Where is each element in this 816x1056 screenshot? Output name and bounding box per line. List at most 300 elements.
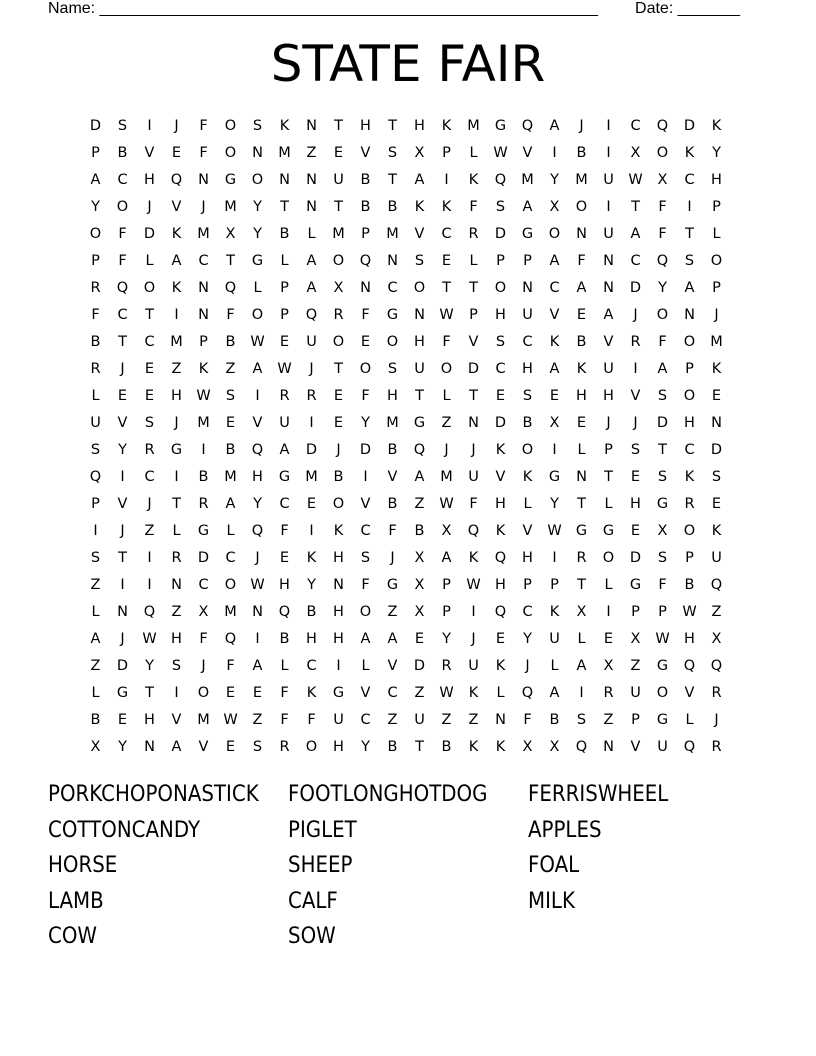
grid-cell[interactable]: Y <box>145 658 154 674</box>
grid-cell[interactable]: J <box>201 199 206 215</box>
grid-cell[interactable]: K <box>549 604 560 620</box>
grid-cell[interactable]: Z <box>468 712 479 728</box>
grid-cell[interactable]: A <box>252 658 263 674</box>
grid-cell[interactable]: X <box>711 631 722 647</box>
grid-cell[interactable]: U <box>522 307 533 323</box>
grid-cell[interactable]: S <box>630 442 641 458</box>
grid-cell[interactable]: J <box>255 550 260 566</box>
grid-cell[interactable]: C <box>630 253 641 269</box>
grid-cell[interactable]: B <box>684 577 695 593</box>
grid-cell[interactable]: T <box>388 118 397 134</box>
grid-cell[interactable]: N <box>306 118 317 134</box>
grid-cell[interactable]: E <box>360 334 371 350</box>
grid-cell[interactable]: Q <box>251 523 264 539</box>
grid-cell[interactable]: O <box>197 685 210 701</box>
grid-cell[interactable]: D <box>710 442 723 458</box>
grid-cell[interactable]: N <box>414 307 425 323</box>
grid-cell[interactable]: W <box>628 172 643 188</box>
grid-cell[interactable]: H <box>522 361 533 377</box>
grid-cell[interactable]: O <box>143 280 156 296</box>
grid-cell[interactable]: C <box>630 118 641 134</box>
grid-cell[interactable]: Y <box>523 631 532 647</box>
grid-cell[interactable]: P <box>280 307 289 323</box>
grid-cell[interactable]: F <box>658 577 667 593</box>
grid-cell[interactable]: A <box>414 469 425 485</box>
grid-cell[interactable]: M <box>224 199 237 215</box>
grid-cell[interactable]: Y <box>253 226 262 242</box>
grid-cell[interactable]: Q <box>521 118 534 134</box>
grid-cell[interactable]: Q <box>683 739 696 755</box>
grid-cell[interactable]: A <box>90 172 101 188</box>
grid-cell[interactable]: V <box>171 199 182 215</box>
grid-cell[interactable]: S <box>252 118 263 134</box>
grid-cell[interactable]: G <box>575 523 588 539</box>
grid-cell[interactable]: E <box>441 253 452 269</box>
grid-cell[interactable]: I <box>309 415 314 431</box>
grid-cell[interactable]: A <box>576 658 587 674</box>
grid-cell[interactable]: R <box>468 226 479 242</box>
grid-cell[interactable]: E <box>603 631 614 647</box>
grid-cell[interactable]: Z <box>414 496 425 512</box>
grid-cell[interactable]: O <box>413 280 426 296</box>
grid-cell[interactable]: I <box>174 307 179 323</box>
grid-cell[interactable]: C <box>684 442 695 458</box>
grid-cell[interactable]: S <box>522 388 533 404</box>
grid-cell[interactable]: B <box>387 496 398 512</box>
grid-cell[interactable]: H <box>252 469 263 485</box>
grid-cell[interactable]: W <box>655 631 670 647</box>
grid-cell[interactable]: A <box>549 253 560 269</box>
grid-cell[interactable]: P <box>712 280 721 296</box>
grid-cell[interactable]: N <box>144 739 155 755</box>
grid-cell[interactable]: P <box>280 280 289 296</box>
grid-cell[interactable]: K <box>279 118 290 134</box>
grid-cell[interactable]: I <box>309 523 314 539</box>
grid-cell[interactable]: Q <box>413 442 426 458</box>
grid-cell[interactable]: S <box>360 550 371 566</box>
grid-cell[interactable]: G <box>251 253 264 269</box>
grid-cell[interactable]: U <box>333 172 344 188</box>
grid-cell[interactable]: B <box>414 523 425 539</box>
grid-cell[interactable]: L <box>280 658 289 674</box>
grid-cell[interactable]: H <box>306 631 317 647</box>
grid-cell[interactable]: F <box>658 199 667 215</box>
grid-cell[interactable]: G <box>494 118 507 134</box>
grid-cell[interactable]: I <box>363 469 368 485</box>
grid-cell[interactable]: R <box>711 739 722 755</box>
grid-cell[interactable]: W <box>142 631 157 647</box>
grid-cell[interactable]: E <box>144 388 155 404</box>
grid-cell[interactable]: A <box>549 361 560 377</box>
grid-cell[interactable]: Z <box>144 523 155 539</box>
grid-cell[interactable]: H <box>414 118 425 134</box>
grid-cell[interactable]: A <box>576 280 587 296</box>
grid-cell[interactable]: N <box>576 226 587 242</box>
grid-cell[interactable]: F <box>442 334 451 350</box>
grid-cell[interactable]: O <box>224 145 237 161</box>
grid-cell[interactable]: X <box>414 577 425 593</box>
grid-cell[interactable]: N <box>603 253 614 269</box>
grid-cell[interactable]: Q <box>278 604 291 620</box>
grid-cell[interactable]: A <box>603 307 614 323</box>
grid-cell[interactable]: S <box>225 388 236 404</box>
grid-cell[interactable]: J <box>471 442 476 458</box>
grid-cell[interactable]: R <box>333 307 344 323</box>
grid-cell[interactable]: J <box>714 712 719 728</box>
grid-cell[interactable]: G <box>224 172 237 188</box>
grid-cell[interactable]: H <box>522 550 533 566</box>
grid-cell[interactable]: O <box>224 577 237 593</box>
grid-cell[interactable]: Q <box>305 307 318 323</box>
grid-cell[interactable]: Z <box>630 658 641 674</box>
grid-cell[interactable]: X <box>198 604 209 620</box>
grid-cell[interactable]: K <box>171 280 182 296</box>
grid-cell[interactable]: E <box>576 415 587 431</box>
grid-cell[interactable]: W <box>196 388 211 404</box>
grid-cell[interactable]: J <box>525 658 530 674</box>
grid-cell[interactable]: S <box>684 253 695 269</box>
grid-cell[interactable]: B <box>360 172 371 188</box>
grid-cell[interactable]: O <box>251 172 264 188</box>
grid-cell[interactable]: V <box>171 712 182 728</box>
grid-cell[interactable]: X <box>576 604 587 620</box>
grid-cell[interactable]: P <box>442 145 451 161</box>
grid-cell[interactable]: A <box>630 226 641 242</box>
grid-cell[interactable]: L <box>550 658 559 674</box>
grid-cell[interactable]: W <box>439 685 454 701</box>
grid-cell[interactable]: V <box>522 145 533 161</box>
grid-cell[interactable]: G <box>278 469 291 485</box>
grid-cell[interactable]: O <box>116 199 129 215</box>
grid-cell[interactable]: V <box>360 496 371 512</box>
grid-cell[interactable]: C <box>198 253 209 269</box>
grid-cell[interactable]: J <box>201 658 206 674</box>
grid-cell[interactable]: B <box>117 145 128 161</box>
grid-cell[interactable]: K <box>495 658 506 674</box>
grid-cell[interactable]: R <box>279 739 290 755</box>
grid-cell[interactable]: R <box>630 334 641 350</box>
grid-cell[interactable]: W <box>277 361 292 377</box>
grid-cell[interactable]: R <box>576 550 587 566</box>
grid-cell[interactable]: D <box>629 280 642 296</box>
grid-cell[interactable]: L <box>496 685 505 701</box>
grid-cell[interactable]: N <box>198 172 209 188</box>
grid-cell[interactable]: C <box>144 469 155 485</box>
grid-cell[interactable]: K <box>198 361 209 377</box>
grid-cell[interactable]: N <box>468 415 479 431</box>
grid-cell[interactable]: C <box>117 307 128 323</box>
grid-cell[interactable]: X <box>90 739 101 755</box>
grid-cell[interactable]: S <box>711 469 722 485</box>
grid-cell[interactable]: C <box>495 361 506 377</box>
grid-cell[interactable]: V <box>252 415 263 431</box>
grid-cell[interactable]: E <box>144 361 155 377</box>
grid-cell[interactable]: U <box>414 361 425 377</box>
grid-cell[interactable]: O <box>332 496 345 512</box>
grid-cell[interactable]: K <box>549 334 560 350</box>
grid-cell[interactable]: Y <box>118 442 127 458</box>
grid-cell[interactable]: E <box>117 712 128 728</box>
grid-cell[interactable]: Y <box>91 199 100 215</box>
grid-cell[interactable]: D <box>629 550 642 566</box>
grid-cell[interactable]: J <box>579 118 584 134</box>
grid-cell[interactable]: J <box>174 118 179 134</box>
grid-cell[interactable]: U <box>711 550 722 566</box>
grid-cell[interactable]: L <box>253 280 262 296</box>
grid-cell[interactable]: D <box>683 118 696 134</box>
grid-cell[interactable]: V <box>495 469 506 485</box>
grid-cell[interactable]: K <box>495 523 506 539</box>
grid-cell[interactable]: O <box>602 550 615 566</box>
grid-cell[interactable]: P <box>631 604 640 620</box>
grid-cell[interactable]: C <box>522 604 533 620</box>
grid-cell[interactable]: O <box>656 145 669 161</box>
grid-cell[interactable]: T <box>388 172 397 188</box>
grid-cell[interactable]: I <box>579 685 584 701</box>
grid-cell[interactable]: W <box>466 577 481 593</box>
grid-cell[interactable]: C <box>225 550 236 566</box>
grid-cell[interactable]: Q <box>656 118 669 134</box>
grid-cell[interactable]: C <box>387 685 398 701</box>
grid-cell[interactable]: E <box>630 523 641 539</box>
grid-cell[interactable]: H <box>711 172 722 188</box>
grid-cell[interactable]: E <box>333 145 344 161</box>
grid-cell[interactable]: I <box>147 550 152 566</box>
grid-cell[interactable]: U <box>603 361 614 377</box>
grid-cell[interactable]: G <box>197 523 210 539</box>
grid-cell[interactable]: T <box>280 199 289 215</box>
grid-cell[interactable]: L <box>604 577 613 593</box>
grid-cell[interactable]: H <box>171 388 182 404</box>
grid-cell[interactable]: H <box>333 604 344 620</box>
grid-cell[interactable]: M <box>386 226 399 242</box>
grid-cell[interactable]: G <box>548 469 561 485</box>
grid-cell[interactable]: B <box>549 712 560 728</box>
grid-cell[interactable]: V <box>630 739 641 755</box>
grid-cell[interactable]: W <box>439 496 454 512</box>
grid-cell[interactable]: C <box>117 172 128 188</box>
grid-cell[interactable]: B <box>387 199 398 215</box>
grid-cell[interactable]: T <box>226 253 235 269</box>
grid-cell[interactable]: I <box>552 145 557 161</box>
grid-cell[interactable]: A <box>360 631 371 647</box>
date-field[interactable]: Date: _______ <box>635 0 740 17</box>
grid-cell[interactable]: B <box>225 442 236 458</box>
grid-cell[interactable]: H <box>414 334 425 350</box>
grid-cell[interactable]: E <box>117 388 128 404</box>
grid-cell[interactable]: Y <box>253 496 262 512</box>
grid-cell[interactable]: X <box>630 145 641 161</box>
grid-cell[interactable]: A <box>279 442 290 458</box>
grid-cell[interactable]: J <box>606 415 611 431</box>
grid-cell[interactable]: L <box>280 253 289 269</box>
grid-cell[interactable]: Z <box>441 415 452 431</box>
grid-cell[interactable]: N <box>198 280 209 296</box>
grid-cell[interactable]: X <box>630 631 641 647</box>
grid-cell[interactable]: R <box>279 388 290 404</box>
grid-cell[interactable]: J <box>633 415 638 431</box>
grid-cell[interactable]: M <box>521 172 534 188</box>
grid-cell[interactable]: S <box>144 415 155 431</box>
grid-cell[interactable]: X <box>414 550 425 566</box>
grid-cell[interactable]: C <box>387 280 398 296</box>
grid-cell[interactable]: N <box>306 199 317 215</box>
grid-cell[interactable]: B <box>387 739 398 755</box>
grid-cell[interactable]: G <box>656 712 669 728</box>
grid-cell[interactable]: I <box>687 199 692 215</box>
grid-cell[interactable]: I <box>174 685 179 701</box>
grid-cell[interactable]: K <box>495 739 506 755</box>
grid-cell[interactable]: P <box>442 577 451 593</box>
grid-cell[interactable]: D <box>413 658 426 674</box>
grid-cell[interactable]: F <box>280 712 289 728</box>
grid-cell[interactable]: R <box>441 658 452 674</box>
grid-cell[interactable]: K <box>522 469 533 485</box>
grid-cell[interactable]: Z <box>603 712 614 728</box>
grid-cell[interactable]: V <box>387 658 398 674</box>
grid-cell[interactable]: P <box>658 604 667 620</box>
grid-cell[interactable]: A <box>306 253 317 269</box>
grid-cell[interactable]: F <box>388 523 397 539</box>
grid-cell[interactable]: Q <box>143 604 156 620</box>
grid-cell[interactable]: C <box>279 496 290 512</box>
grid-cell[interactable]: N <box>711 415 722 431</box>
grid-cell[interactable]: X <box>225 226 236 242</box>
grid-cell[interactable]: S <box>657 388 668 404</box>
grid-cell[interactable]: F <box>658 226 667 242</box>
grid-cell[interactable]: N <box>306 172 317 188</box>
grid-cell[interactable]: H <box>333 631 344 647</box>
grid-cell[interactable]: G <box>170 442 183 458</box>
grid-cell[interactable]: I <box>147 577 152 593</box>
grid-cell[interactable]: F <box>307 712 316 728</box>
grid-cell[interactable]: A <box>657 361 668 377</box>
grid-cell[interactable]: O <box>683 523 696 539</box>
grid-cell[interactable]: Q <box>521 685 534 701</box>
grid-cell[interactable]: H <box>684 631 695 647</box>
grid-cell[interactable]: I <box>606 604 611 620</box>
grid-cell[interactable]: A <box>549 118 560 134</box>
grid-cell[interactable]: I <box>174 469 179 485</box>
grid-cell[interactable]: H <box>495 307 506 323</box>
grid-cell[interactable]: C <box>684 172 695 188</box>
grid-cell[interactable]: O <box>494 280 507 296</box>
grid-cell[interactable]: Z <box>225 361 236 377</box>
grid-cell[interactable]: D <box>656 415 669 431</box>
grid-cell[interactable]: P <box>604 442 613 458</box>
grid-cell[interactable]: Z <box>711 604 722 620</box>
grid-cell[interactable]: V <box>630 388 641 404</box>
grid-cell[interactable]: Y <box>550 496 559 512</box>
grid-cell[interactable]: F <box>199 145 208 161</box>
grid-cell[interactable]: U <box>306 334 317 350</box>
grid-cell[interactable]: T <box>334 118 343 134</box>
grid-cell[interactable]: F <box>226 658 235 674</box>
grid-cell[interactable]: L <box>226 523 235 539</box>
grid-cell[interactable]: Q <box>89 469 102 485</box>
grid-cell[interactable]: G <box>386 307 399 323</box>
grid-cell[interactable]: W <box>682 604 697 620</box>
grid-cell[interactable]: B <box>360 199 371 215</box>
grid-cell[interactable]: M <box>332 226 345 242</box>
grid-cell[interactable]: Z <box>306 145 317 161</box>
grid-cell[interactable]: O <box>332 334 345 350</box>
grid-cell[interactable]: L <box>361 658 370 674</box>
grid-cell[interactable]: L <box>469 253 478 269</box>
grid-cell[interactable]: T <box>118 334 127 350</box>
grid-cell[interactable]: K <box>468 685 479 701</box>
grid-cell[interactable]: V <box>414 226 425 242</box>
grid-cell[interactable]: I <box>336 658 341 674</box>
grid-cell[interactable]: O <box>575 199 588 215</box>
grid-cell[interactable]: I <box>606 145 611 161</box>
grid-cell[interactable]: L <box>91 685 100 701</box>
grid-cell[interactable]: P <box>361 226 370 242</box>
grid-cell[interactable]: Q <box>494 604 507 620</box>
grid-cell[interactable]: Y <box>253 199 262 215</box>
grid-cell[interactable]: V <box>522 523 533 539</box>
grid-cell[interactable]: X <box>441 523 452 539</box>
grid-cell[interactable]: Q <box>575 739 588 755</box>
grid-cell[interactable]: N <box>603 739 614 755</box>
grid-cell[interactable]: V <box>360 685 371 701</box>
grid-cell[interactable]: D <box>467 361 480 377</box>
grid-cell[interactable]: G <box>413 415 426 431</box>
grid-cell[interactable]: I <box>552 442 557 458</box>
grid-cell[interactable]: G <box>116 685 129 701</box>
grid-cell[interactable]: D <box>359 442 372 458</box>
grid-cell[interactable]: Q <box>494 550 507 566</box>
grid-cell[interactable]: V <box>603 334 614 350</box>
grid-cell[interactable]: P <box>496 253 505 269</box>
grid-cell[interactable]: S <box>387 145 398 161</box>
grid-cell[interactable]: G <box>521 226 534 242</box>
grid-cell[interactable]: H <box>333 550 344 566</box>
grid-cell[interactable]: Y <box>658 280 667 296</box>
grid-cell[interactable]: I <box>633 361 638 377</box>
grid-cell[interactable]: F <box>199 118 208 134</box>
grid-cell[interactable]: J <box>714 307 719 323</box>
grid-cell[interactable]: H <box>144 172 155 188</box>
grid-cell[interactable]: O <box>521 442 534 458</box>
grid-cell[interactable]: M <box>197 712 210 728</box>
grid-cell[interactable]: T <box>145 685 154 701</box>
grid-cell[interactable]: B <box>198 469 209 485</box>
grid-cell[interactable]: N <box>522 280 533 296</box>
grid-cell[interactable]: A <box>414 172 425 188</box>
grid-cell[interactable]: F <box>361 388 370 404</box>
grid-cell[interactable]: I <box>93 523 98 539</box>
grid-cell[interactable]: R <box>90 361 101 377</box>
grid-cell[interactable]: M <box>170 334 183 350</box>
grid-cell[interactable]: Y <box>712 145 721 161</box>
grid-cell[interactable]: V <box>468 334 479 350</box>
grid-cell[interactable]: Z <box>252 712 263 728</box>
grid-cell[interactable]: L <box>307 226 316 242</box>
grid-cell[interactable]: X <box>549 415 560 431</box>
grid-cell[interactable]: N <box>603 280 614 296</box>
grid-cell[interactable]: V <box>684 685 695 701</box>
grid-cell[interactable]: C <box>441 226 452 242</box>
grid-cell[interactable]: K <box>414 199 425 215</box>
grid-cell[interactable]: J <box>174 415 179 431</box>
grid-cell[interactable]: P <box>523 253 532 269</box>
grid-cell[interactable]: J <box>444 442 449 458</box>
grid-cell[interactable]: F <box>361 577 370 593</box>
grid-cell[interactable]: Q <box>710 658 723 674</box>
grid-cell[interactable]: T <box>415 739 424 755</box>
grid-cell[interactable]: X <box>414 145 425 161</box>
